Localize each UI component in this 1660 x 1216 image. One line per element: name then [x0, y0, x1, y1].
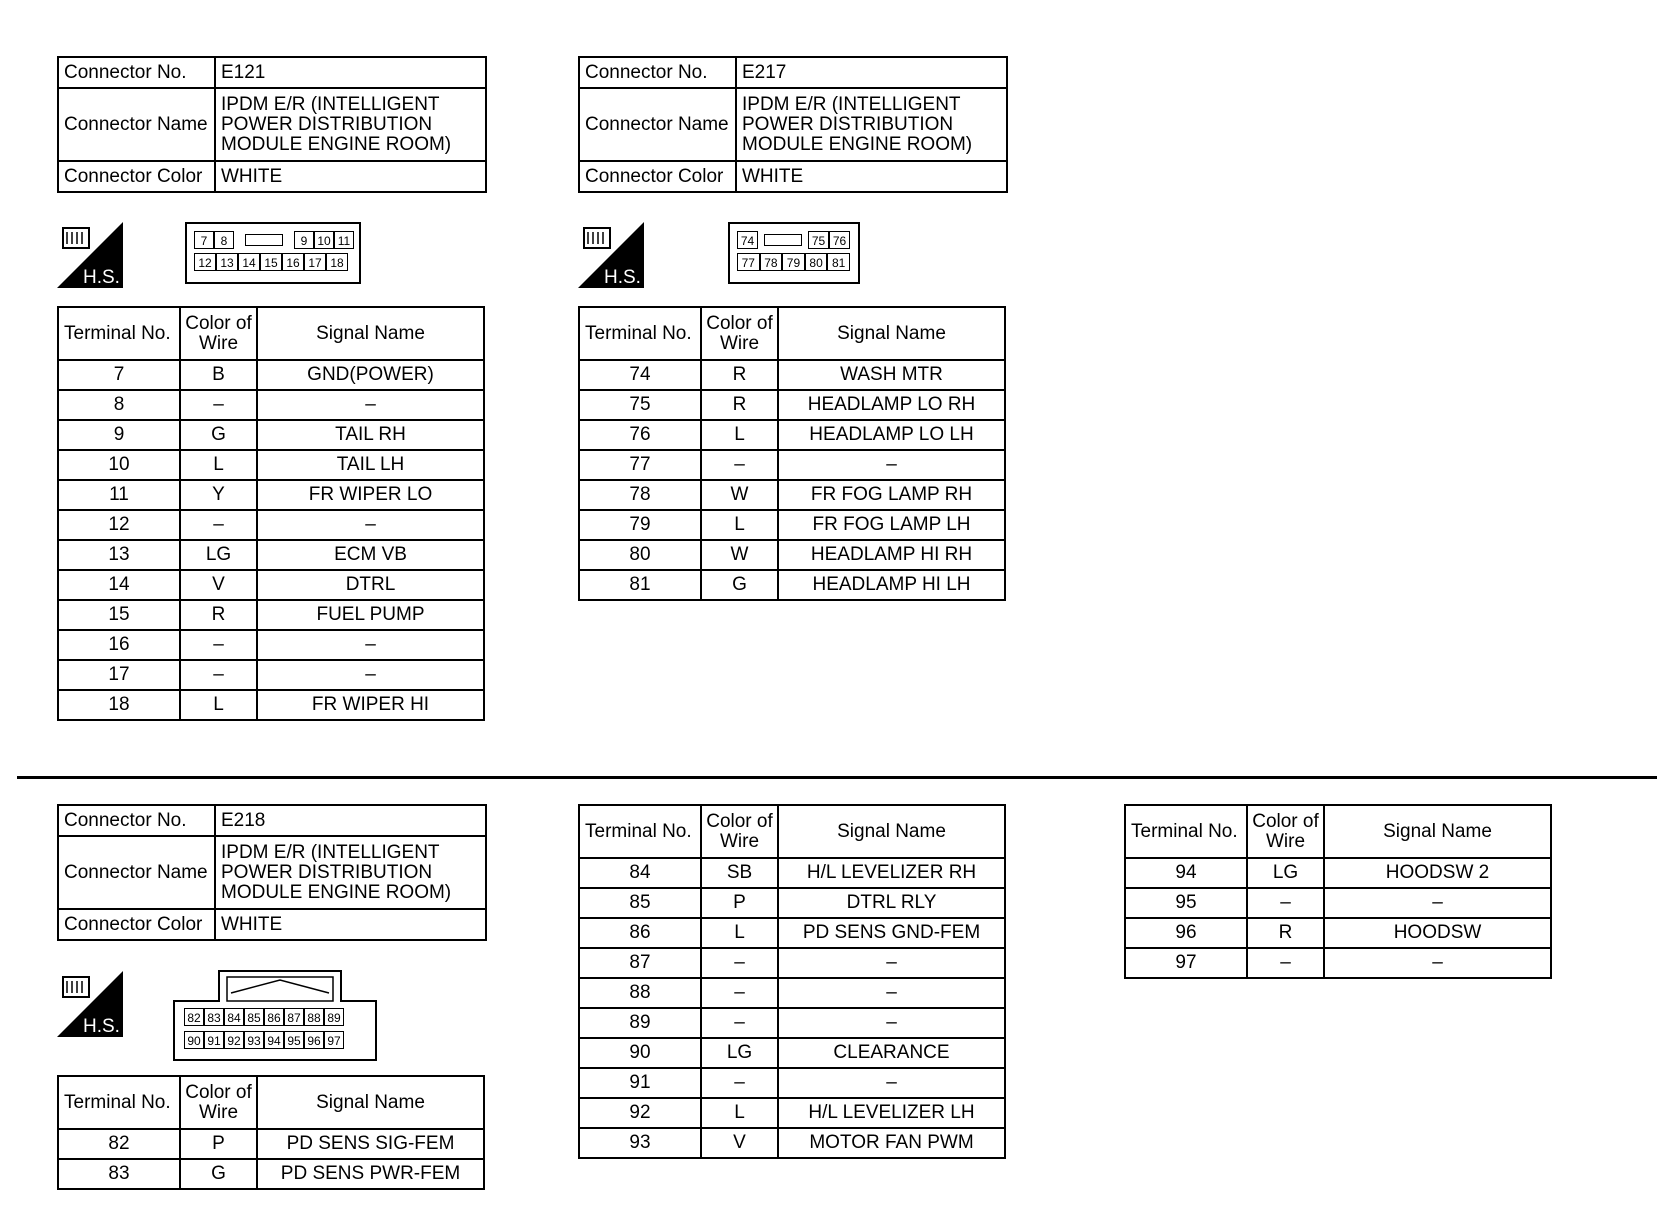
signal-name-cell: FR WIPER HI [257, 690, 484, 720]
terminal-row [58, 690, 484, 720]
terminal-no-cell: 92 [579, 1098, 701, 1128]
pin: 90 [184, 1031, 204, 1049]
terminal-table-e218-cont-1 [578, 804, 1006, 1159]
signal-name-cell: – [778, 978, 1005, 1008]
pin: 74 [737, 231, 758, 249]
wire-color-cell: R [1247, 918, 1324, 948]
connector-no-value: E121 [215, 57, 486, 88]
wire-color-header: Color of Wire [701, 307, 778, 360]
terminal-row [579, 948, 1005, 978]
pin: 13 [216, 253, 238, 271]
terminal-no-header: Terminal No. [58, 307, 180, 360]
wire-color-cell: – [180, 630, 257, 660]
terminal-no-cell: 74 [579, 360, 701, 390]
signal-name-cell: CLEARANCE [778, 1038, 1005, 1068]
pin: 86 [264, 1008, 284, 1026]
terminal-no-cell: 85 [579, 888, 701, 918]
wire-color-cell: G [180, 1159, 257, 1189]
signal-name-cell: – [257, 510, 484, 540]
wire-color-cell: G [701, 570, 778, 600]
terminal-row [579, 420, 1005, 450]
connector-name-value [215, 88, 486, 161]
terminal-row [58, 540, 484, 570]
terminal-row [579, 1008, 1005, 1038]
pin-row-bottom [184, 1031, 344, 1049]
terminal-no-cell: 77 [579, 450, 701, 480]
pin: 76 [829, 231, 850, 249]
terminal-row [579, 888, 1005, 918]
terminal-row [58, 510, 484, 540]
terminal-no-cell: 15 [58, 600, 180, 630]
signal-name-header: Signal Name [257, 1076, 484, 1129]
wire-color-cell: – [701, 1068, 778, 1098]
signal-name-cell: PD SENS SIG-FEM [257, 1129, 484, 1159]
connector-color-label: Connector Color [58, 909, 215, 940]
wire-color-cell: W [701, 480, 778, 510]
wire-color-cell: P [180, 1129, 257, 1159]
signal-name-cell: TAIL RH [257, 420, 484, 450]
wire-color-cell: R [701, 360, 778, 390]
pin: 11 [334, 231, 354, 249]
terminal-row [1125, 918, 1551, 948]
pin: 95 [284, 1031, 304, 1049]
terminal-no-cell: 97 [1125, 948, 1247, 978]
terminal-row [579, 510, 1005, 540]
terminal-no-cell: 17 [58, 660, 180, 690]
keyway [234, 231, 294, 249]
pin: 12 [194, 253, 216, 271]
hs-label: H.S. [83, 1016, 120, 1037]
wire-color-cell: L [701, 918, 778, 948]
connector-name-line: POWER DISTRIBUTION [221, 861, 433, 883]
signal-name-cell: MOTOR FAN PWM [778, 1128, 1005, 1158]
wire-color-cell: – [1247, 888, 1324, 918]
connector-color-value: WHITE [215, 161, 486, 192]
pin: 9 [294, 231, 314, 249]
harness-side-icon [57, 222, 123, 288]
terminal-row [579, 978, 1005, 1008]
signal-name-cell: – [778, 450, 1005, 480]
terminal-no-cell: 96 [1125, 918, 1247, 948]
pin-row-top [737, 231, 850, 249]
terminal-no-cell: 89 [579, 1008, 701, 1038]
pin-row-top [194, 231, 354, 249]
signal-name-cell: HEADLAMP LO RH [778, 390, 1005, 420]
terminal-no-cell: 7 [58, 360, 180, 390]
pin: 18 [326, 253, 348, 271]
connector-color-value: WHITE [736, 161, 1007, 192]
signal-name-header: Signal Name [1324, 805, 1551, 858]
signal-name-cell: HOODSW [1324, 918, 1551, 948]
wire-color-cell: – [180, 390, 257, 420]
connector-name-line: POWER DISTRIBUTION [742, 113, 954, 135]
signal-name-cell: – [257, 630, 484, 660]
section-divider [17, 776, 1657, 779]
terminal-row [58, 360, 484, 390]
signal-name-cell: HEADLAMP HI LH [778, 570, 1005, 600]
terminal-row [58, 660, 484, 690]
pin-row-top [184, 1008, 344, 1026]
connector-name-value [736, 88, 1007, 161]
signal-name-cell: – [778, 1068, 1005, 1098]
terminal-no-cell: 80 [579, 540, 701, 570]
terminal-no-cell: 91 [579, 1068, 701, 1098]
connector-info-e217 [578, 56, 1008, 193]
terminal-no-cell: 88 [579, 978, 701, 1008]
terminal-no-header: Terminal No. [1125, 805, 1247, 858]
wire-color-cell: V [701, 1128, 778, 1158]
hs-label: H.S. [604, 267, 641, 288]
connector-name-line: MODULE ENGINE ROOM) [221, 133, 452, 155]
connector-face-e121 [185, 222, 361, 284]
signal-name-cell: FR FOG LAMP LH [778, 510, 1005, 540]
signal-name-cell: GND(POWER) [257, 360, 484, 390]
signal-name-cell: WASH MTR [778, 360, 1005, 390]
terminal-row [58, 450, 484, 480]
connector-no-label: Connector No. [58, 805, 215, 836]
wire-color-header: Color of Wire [180, 307, 257, 360]
wire-color-cell: SB [701, 858, 778, 888]
pin: 10 [314, 231, 334, 249]
connector-no-value: E217 [736, 57, 1007, 88]
connector-color-label: Connector Color [579, 161, 736, 192]
pin: 82 [184, 1008, 204, 1026]
terminal-no-cell: 86 [579, 918, 701, 948]
terminal-no-cell: 90 [579, 1038, 701, 1068]
terminal-no-cell: 95 [1125, 888, 1247, 918]
signal-name-cell: DTRL RLY [778, 888, 1005, 918]
pin-row-bottom [194, 253, 348, 271]
pin: 88 [304, 1008, 324, 1026]
pin: 77 [737, 253, 760, 271]
wire-color-cell: LG [180, 540, 257, 570]
connector-name-label: Connector Name [58, 88, 215, 161]
terminal-no-cell: 8 [58, 390, 180, 420]
terminal-row [579, 360, 1005, 390]
terminal-no-cell: 81 [579, 570, 701, 600]
wire-color-cell: – [701, 1008, 778, 1038]
wire-color-cell: V [180, 570, 257, 600]
signal-name-cell: – [778, 1008, 1005, 1038]
signal-name-cell: H/L LEVELIZER RH [778, 858, 1005, 888]
wire-color-cell: L [701, 420, 778, 450]
terminal-no-cell: 83 [58, 1159, 180, 1189]
signal-name-header: Signal Name [778, 307, 1005, 360]
pin: 89 [324, 1008, 344, 1026]
signal-name-cell: H/L LEVELIZER LH [778, 1098, 1005, 1128]
key-slot [764, 234, 802, 246]
signal-name-header: Signal Name [257, 307, 484, 360]
pin: 78 [760, 253, 783, 271]
hs-label: H.S. [83, 267, 120, 288]
terminal-no-cell: 12 [58, 510, 180, 540]
wire-color-cell: LG [701, 1038, 778, 1068]
signal-name-header: Signal Name [778, 805, 1005, 858]
pin: 17 [304, 253, 326, 271]
wire-color-cell: – [180, 510, 257, 540]
terminal-no-cell: 87 [579, 948, 701, 978]
terminal-table-e218-cont-2 [1124, 804, 1552, 979]
terminal-no-cell: 14 [58, 570, 180, 600]
signal-name-cell: ECM VB [257, 540, 484, 570]
connector-name-line: MODULE ENGINE ROOM) [742, 133, 973, 155]
connector-no-label: Connector No. [579, 57, 736, 88]
terminal-no-cell: 94 [1125, 858, 1247, 888]
terminal-no-cell: 11 [58, 480, 180, 510]
wire-color-cell: – [701, 978, 778, 1008]
connector-no-label: Connector No. [58, 57, 215, 88]
terminal-row [58, 420, 484, 450]
connector-name-label: Connector Name [579, 88, 736, 161]
terminal-row [1125, 888, 1551, 918]
signal-name-cell: PD SENS PWR-FEM [257, 1159, 484, 1189]
terminal-no-cell: 9 [58, 420, 180, 450]
terminal-table-e218 [57, 1075, 485, 1190]
signal-name-cell: PD SENS GND-FEM [778, 918, 1005, 948]
connector-info-e218 [57, 804, 487, 941]
terminal-no-cell: 13 [58, 540, 180, 570]
terminal-no-cell: 18 [58, 690, 180, 720]
wire-color-cell: B [180, 360, 257, 390]
terminal-row [579, 1098, 1005, 1128]
terminal-no-cell: 76 [579, 420, 701, 450]
pin-row-bottom [737, 253, 850, 271]
pin: 87 [284, 1008, 304, 1026]
pin: 85 [244, 1008, 264, 1026]
signal-name-cell: DTRL [257, 570, 484, 600]
terminal-no-cell: 16 [58, 630, 180, 660]
connector-name-label: Connector Name [58, 836, 215, 909]
terminal-row [58, 1159, 484, 1189]
terminal-no-cell: 75 [579, 390, 701, 420]
terminal-row [58, 1129, 484, 1159]
terminal-no-cell: 79 [579, 510, 701, 540]
signal-name-cell: HEADLAMP HI RH [778, 540, 1005, 570]
pin: 79 [782, 253, 805, 271]
pin: 8 [214, 231, 234, 249]
signal-name-cell: – [1324, 948, 1551, 978]
terminal-row [1125, 948, 1551, 978]
signal-name-cell: FR FOG LAMP RH [778, 480, 1005, 510]
keyway [758, 231, 808, 249]
terminal-row [579, 480, 1005, 510]
connector-name-line: IPDM E/R (INTELLIGENT [742, 93, 961, 115]
harness-side-icon [578, 222, 644, 288]
terminal-row [579, 450, 1005, 480]
wire-color-cell: Y [180, 480, 257, 510]
wire-color-cell: L [180, 450, 257, 480]
terminal-table-e217 [578, 306, 1006, 601]
pin: 91 [204, 1031, 224, 1049]
terminal-no-cell: 82 [58, 1129, 180, 1159]
pin: 14 [238, 253, 260, 271]
signal-name-cell: HEADLAMP LO LH [778, 420, 1005, 450]
connector-face-e217 [728, 222, 860, 284]
wire-color-cell: R [180, 600, 257, 630]
connector-name-value [215, 836, 486, 909]
pin: 97 [324, 1031, 344, 1049]
terminal-row [579, 1128, 1005, 1158]
wire-color-cell: – [1247, 948, 1324, 978]
signal-name-cell: – [778, 948, 1005, 978]
terminal-row [579, 858, 1005, 888]
wire-color-header: Color of Wire [180, 1076, 257, 1129]
wire-color-header: Color of Wire [701, 805, 778, 858]
terminal-row [579, 390, 1005, 420]
terminal-row [579, 1068, 1005, 1098]
connector-name-line: IPDM E/R (INTELLIGENT [221, 93, 440, 115]
connector-color-value: WHITE [215, 909, 486, 940]
pin: 84 [224, 1008, 244, 1026]
wire-color-cell: P [701, 888, 778, 918]
wire-color-cell: G [180, 420, 257, 450]
terminal-row [579, 918, 1005, 948]
signal-name-cell: TAIL LH [257, 450, 484, 480]
connector-name-line: POWER DISTRIBUTION [221, 113, 433, 135]
wire-color-cell: L [180, 690, 257, 720]
pin: 16 [282, 253, 304, 271]
signal-name-cell: – [1324, 888, 1551, 918]
pin: 15 [260, 253, 282, 271]
connector-name-line: IPDM E/R (INTELLIGENT [221, 841, 440, 863]
pin: 83 [204, 1008, 224, 1026]
pin: 81 [827, 253, 850, 271]
wire-color-cell: R [701, 390, 778, 420]
terminal-row [58, 600, 484, 630]
wire-color-cell: – [701, 948, 778, 978]
terminal-row [1125, 858, 1551, 888]
pin: 96 [304, 1031, 324, 1049]
terminal-no-header: Terminal No. [579, 805, 701, 858]
terminal-no-cell: 78 [579, 480, 701, 510]
terminal-no-cell: 10 [58, 450, 180, 480]
wire-color-header: Color of Wire [1247, 805, 1324, 858]
harness-side-icon [57, 971, 123, 1037]
terminal-row [58, 630, 484, 660]
terminal-no-cell: 84 [579, 858, 701, 888]
terminal-table-e121 [57, 306, 485, 721]
signal-name-cell: FUEL PUMP [257, 600, 484, 630]
wire-color-cell: – [180, 660, 257, 690]
wire-color-cell: – [701, 450, 778, 480]
wire-color-cell: W [701, 540, 778, 570]
key-slot [245, 234, 283, 246]
wire-color-cell: L [701, 510, 778, 540]
terminal-row [58, 570, 484, 600]
pin: 93 [244, 1031, 264, 1049]
pin: 7 [194, 231, 214, 249]
wire-color-cell: L [701, 1098, 778, 1128]
pin: 75 [808, 231, 829, 249]
pin: 94 [264, 1031, 284, 1049]
terminal-row [579, 570, 1005, 600]
terminal-row [579, 540, 1005, 570]
terminal-row [58, 480, 484, 510]
terminal-no-cell: 93 [579, 1128, 701, 1158]
connector-info-e121 [57, 56, 487, 193]
signal-name-cell: – [257, 660, 484, 690]
wire-color-cell: LG [1247, 858, 1324, 888]
signal-name-cell: HOODSW 2 [1324, 858, 1551, 888]
connector-no-value: E218 [215, 805, 486, 836]
terminal-row [579, 1038, 1005, 1068]
signal-name-cell: – [257, 390, 484, 420]
pin: 80 [805, 253, 828, 271]
terminal-no-header: Terminal No. [579, 307, 701, 360]
connector-color-label: Connector Color [58, 161, 215, 192]
connector-name-line: MODULE ENGINE ROOM) [221, 881, 452, 903]
signal-name-cell: FR WIPER LO [257, 480, 484, 510]
terminal-row [58, 390, 484, 420]
terminal-no-header: Terminal No. [58, 1076, 180, 1129]
pin: 92 [224, 1031, 244, 1049]
